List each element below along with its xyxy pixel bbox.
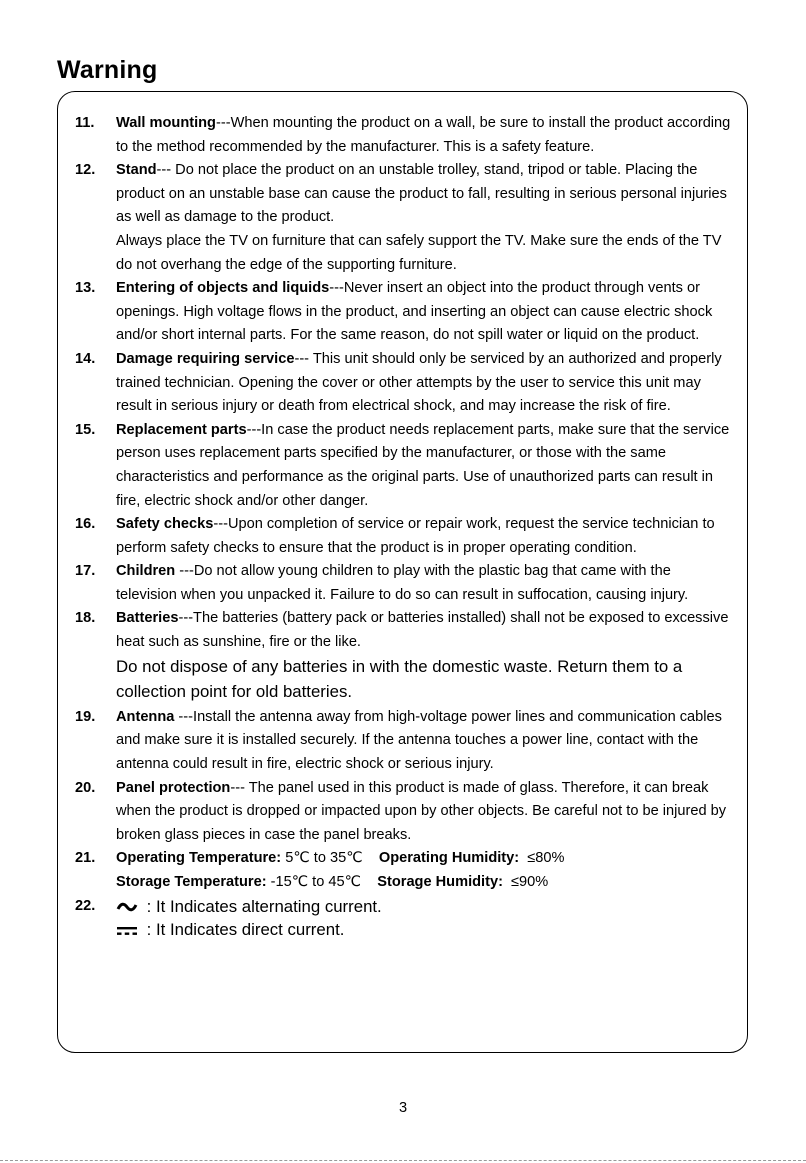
- item-text: --- The panel used in this product is made of glass. Therefore, it can break when the product is dropped or impacted upon by other objects. Be careful not to be injured by broken glass pieces in case the panel breaks.: [116, 779, 727, 843]
- item-term: Safety checks: [116, 516, 214, 533]
- item-text-2: Do not dispose of any batteries in with the domestic waste. Return them to a collection point for old batteries.: [116, 656, 683, 702]
- item-text: ---Never insert an object into the product through vents or openings. High voltage flows in the product, and inserting an object can cause electric shock and/or short internal parts. For the same reason, do not spill water or liquid on the product.: [116, 280, 713, 344]
- item-term: Damage requiring service: [116, 350, 295, 367]
- item-term: Entering of objects and liquids: [116, 280, 330, 297]
- item-number: 18.: [75, 610, 96, 627]
- item-text: ---When mounting the product on a wall, be sure to install the product according to the method recommended by the manufacturer. This is a safety feature.: [116, 115, 731, 155]
- item-number: 13.: [75, 280, 96, 297]
- item-term: Antenna: [116, 708, 175, 725]
- warning-item-18: [75, 607, 735, 705]
- item-number: 20.: [75, 779, 96, 796]
- ac-line: [116, 895, 735, 919]
- warning-item-19: [75, 706, 735, 777]
- storage-humidity-label: Storage Humidity:: [377, 874, 503, 890]
- item-number: 15.: [75, 421, 96, 438]
- item-number: 19.: [75, 708, 96, 725]
- item-term: Wall mounting: [116, 115, 216, 131]
- dc-text: : It Indicates direct current.: [142, 920, 345, 940]
- item-term: Panel protection: [116, 779, 231, 796]
- item-number: 11.: [75, 115, 95, 131]
- page-heading: Warning: [57, 56, 158, 84]
- item-number: 16.: [75, 516, 96, 533]
- alternating-current-icon: [116, 901, 138, 913]
- warning-list: [75, 112, 735, 942]
- warning-item-11: [75, 112, 735, 159]
- warning-item-17: [75, 560, 735, 607]
- warning-item-21: [75, 847, 735, 894]
- warning-item-14: [75, 348, 735, 419]
- warning-item-13: [75, 277, 735, 348]
- item-text: ---Do not allow young children to play with the plastic bag that came with the television when you unpacked it. Failure to do so can result in suffocation, causing injury.: [116, 563, 689, 603]
- storage-humidity-value: ≤90%: [511, 874, 549, 890]
- storage-temperature-value: -15℃ to 45℃: [270, 874, 362, 890]
- warning-item-16: [75, 513, 735, 560]
- operating-temperature-value: 5℃ to 35℃: [285, 850, 363, 867]
- operating-humidity-value: ≤80%: [527, 850, 565, 867]
- item-text: ---Upon completion of service or repair work, request the service technician to perform safety checks to ensure that the product is in proper operating condition.: [116, 516, 715, 556]
- warning-item-22: [75, 895, 735, 942]
- warning-item-20: [75, 777, 735, 848]
- item-term: Batteries: [116, 610, 179, 627]
- dc-line: [116, 918, 735, 942]
- item-term: Stand: [116, 162, 157, 179]
- item-text: ---Install the antenna away from high-voltage power lines and communication cables and make sure it is installed securely. If the antenna touches a power line, contact with the antenna could result in fire, electric shock or serious injury.: [116, 708, 722, 773]
- direct-current-icon: [116, 925, 138, 937]
- item-text: --- This unit should only be serviced by an authorized and properly trained technician. Opening the cover or other attempts by the user to service this unit may result in serious injury or death from electrical shock, and may increase the risk of fire.: [116, 350, 722, 415]
- item-text: ---The batteries (battery pack or batteries installed) shall not be exposed to excessive heat such as sunshine, fire or the like.: [116, 610, 729, 651]
- item-number: 22.: [75, 897, 96, 914]
- item-term: Children: [116, 563, 176, 580]
- storage-temperature-label: Storage Temperature:: [116, 874, 267, 890]
- item-text-2: Always place the TV on furniture that can safely support the TV. Make sure the ends of the TV do not overhang the edge of the supporting furniture.: [116, 232, 722, 273]
- item-number: 14.: [75, 350, 96, 367]
- item-number: 17.: [75, 563, 96, 580]
- warning-item-15: [75, 419, 735, 513]
- ac-text: : It Indicates alternating current.: [142, 896, 382, 916]
- item-text: --- Do not place the product on an unstable trolley, stand, tripod or table. Placing the product on an unstable base can cause the product to fall, resulting in serious personal injuries as well as damage to the product.: [116, 162, 727, 226]
- operating-temperature-label: Operating Temperature:: [116, 850, 282, 867]
- warning-item-12: [75, 159, 735, 277]
- page-number: 3: [398, 1100, 408, 1116]
- item-text: ---In case the product needs replacement parts, make sure that the service person uses replacement parts specified by the manufacturer, or those with the same characteristics and performance as the original parts. Use of unauthorized parts can result in fire, electric shock and/or other danger.: [116, 421, 730, 509]
- operating-humidity-label: Operating Humidity:: [378, 850, 520, 867]
- item-term: Replacement parts: [116, 421, 247, 438]
- item-number: 12.: [75, 162, 96, 179]
- item-number: 21.: [75, 850, 96, 867]
